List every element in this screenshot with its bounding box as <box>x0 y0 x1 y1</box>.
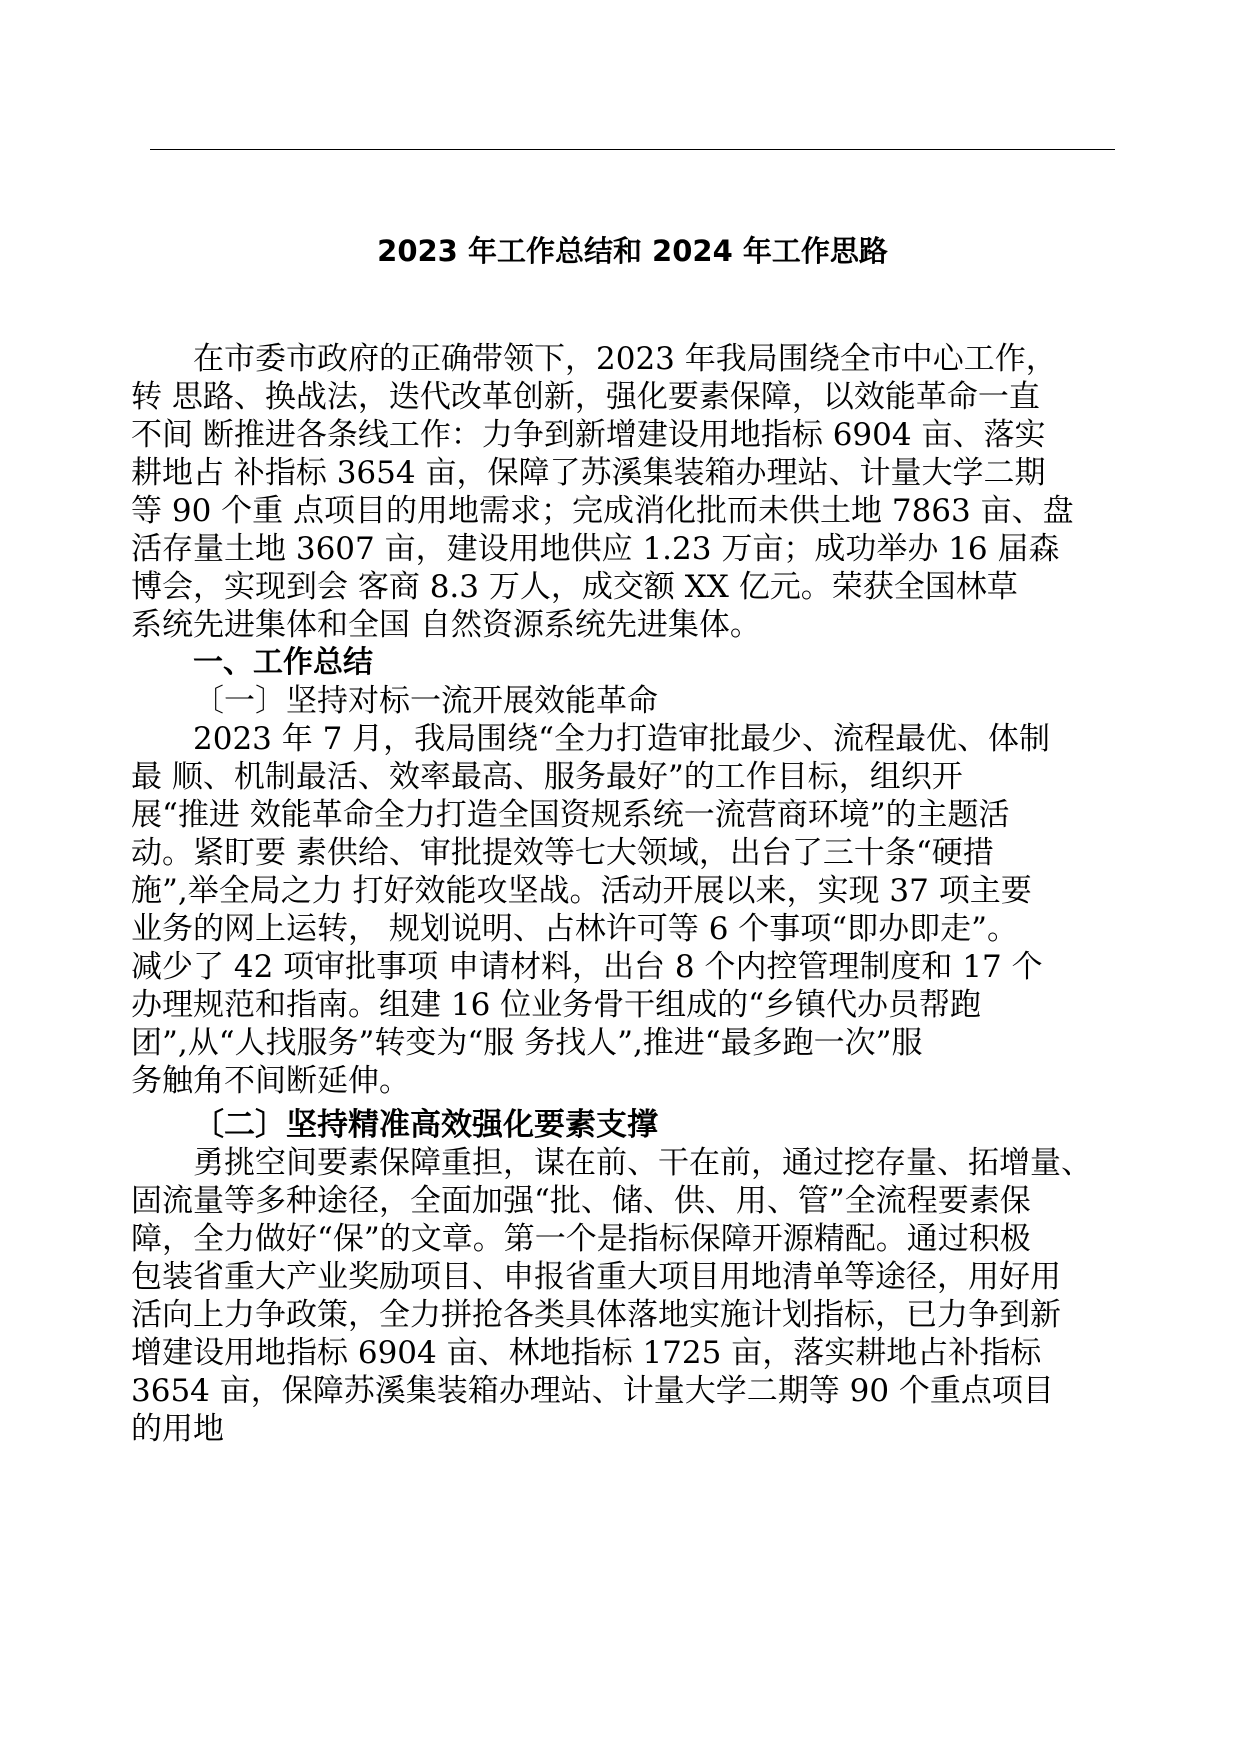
document-title: 2023 年工作总结和 2024 年工作思路 <box>377 234 888 268</box>
paragraph-efficiency-line: 务触角不间断延伸。 <box>131 1063 410 1099</box>
paragraph-intro-line: 博会，实现到会 客商 8.3 万人，成交额 XX 亿元。荣获全国林草 <box>131 569 1018 605</box>
paragraph-intro-line: 耕地占 补指标 3654 亩，保障了苏溪集装箱办理站、计量大学二期 <box>131 455 1046 491</box>
paragraph-efficiency-line: 2023 年 7 月，我局围绕“全力打造审批最少、流程最优、体制 <box>193 721 1051 757</box>
paragraph-support-line: 障，全力做好“保”的文章。第一个是指标保障开源精配。通过积极 <box>131 1221 1031 1257</box>
document-body <box>131 340 1115 1448</box>
paragraph-efficiency-line: 施”,举全局之力 打好效能攻坚战。活动开展以来，实现 37 项主要 <box>131 873 1032 909</box>
paragraph-intro-line: 在市委市政府的正确带领下，2023 年我局围绕全市中心工作， <box>193 341 1057 377</box>
header-rule <box>150 149 1115 150</box>
paragraph-support-line: 活向上力争政策，全力拼抢各类具体落地实施计划指标，已力争到新 <box>131 1297 1061 1333</box>
paragraph-efficiency-line: 最 顺、机制最活、效率最高、服务最好”的工作目标，组织开 <box>131 759 963 795</box>
paragraph-efficiency-line: 业务的网上运转， 规划说明、占林许可等 6 个事项“即办即走”。 <box>131 911 1018 947</box>
paragraph-support-line: 增建设用地指标 6904 亩、林地指标 1725 亩，落实耕地占补指标 <box>131 1335 1042 1371</box>
paragraph-support-line: 勇挑空间要素保障重担，谋在前、干在前，通过挖存量、拓增量、 <box>193 1145 1092 1181</box>
paragraph-intro-line: 转 思路、换战法，迭代改革创新，强化要素保障，以效能革命一直 <box>131 379 1040 415</box>
section-heading: 一、工作总结 <box>193 645 373 680</box>
paragraph-support-line: 3654 亩，保障苏溪集装箱办理站、计量大学二期等 90 个重点项目 <box>131 1373 1054 1409</box>
paragraph-efficiency-line: 团”,从“人找服务”转变为“服 务找人”,推进“最多跑一次”服 <box>131 1025 923 1061</box>
paragraph-support-line: 的用地 <box>131 1411 224 1447</box>
paragraph-efficiency-line: 办理规范和指南。组建 16 位业务骨干组成的“乡镇代办员帮跑 <box>131 987 981 1023</box>
paragraph-intro-line: 等 90 个重 点项目的用地需求；完成消化批而未供土地 7863 亩、盘 <box>131 493 1074 529</box>
subsection-heading-2: 〔二〕坚持精准高效强化要素支撑 <box>193 1107 658 1143</box>
paragraph-support-line: 包装省重大产业奖励项目、申报省重大项目用地清单等途径，用好用 <box>131 1259 1061 1295</box>
paragraph-support-line: 固流量等多种途径，全面加强“批、储、供、用、管”全流程要素保 <box>131 1183 1031 1219</box>
subsection-heading-1: 〔一〕坚持对标一流开展效能革命 <box>193 683 658 719</box>
paragraph-intro-line: 不间 断推进各条线工作：力争到新增建设用地指标 6904 亩、落实 <box>131 417 1046 453</box>
paragraph-intro-line: 活存量土地 3607 亩，建设用地供应 1.23 万亩；成功举办 16 届森 <box>131 531 1060 567</box>
paragraph-intro-line: 系统先进集体和全国 自然资源系统先进集体。 <box>131 607 761 643</box>
paragraph-efficiency-line: 动。紧盯要 素供给、审批提效等七大领域，出台了三十条“硬措 <box>131 835 994 871</box>
paragraph-efficiency-line: 减少了 42 项审批事项 申请材料，出台 8 个内控管理制度和 17 个 <box>131 949 1043 985</box>
paragraph-efficiency-line: 展“推进 效能革命全力打造全国资规系统一流营商环境”的主题活 <box>131 797 1010 833</box>
